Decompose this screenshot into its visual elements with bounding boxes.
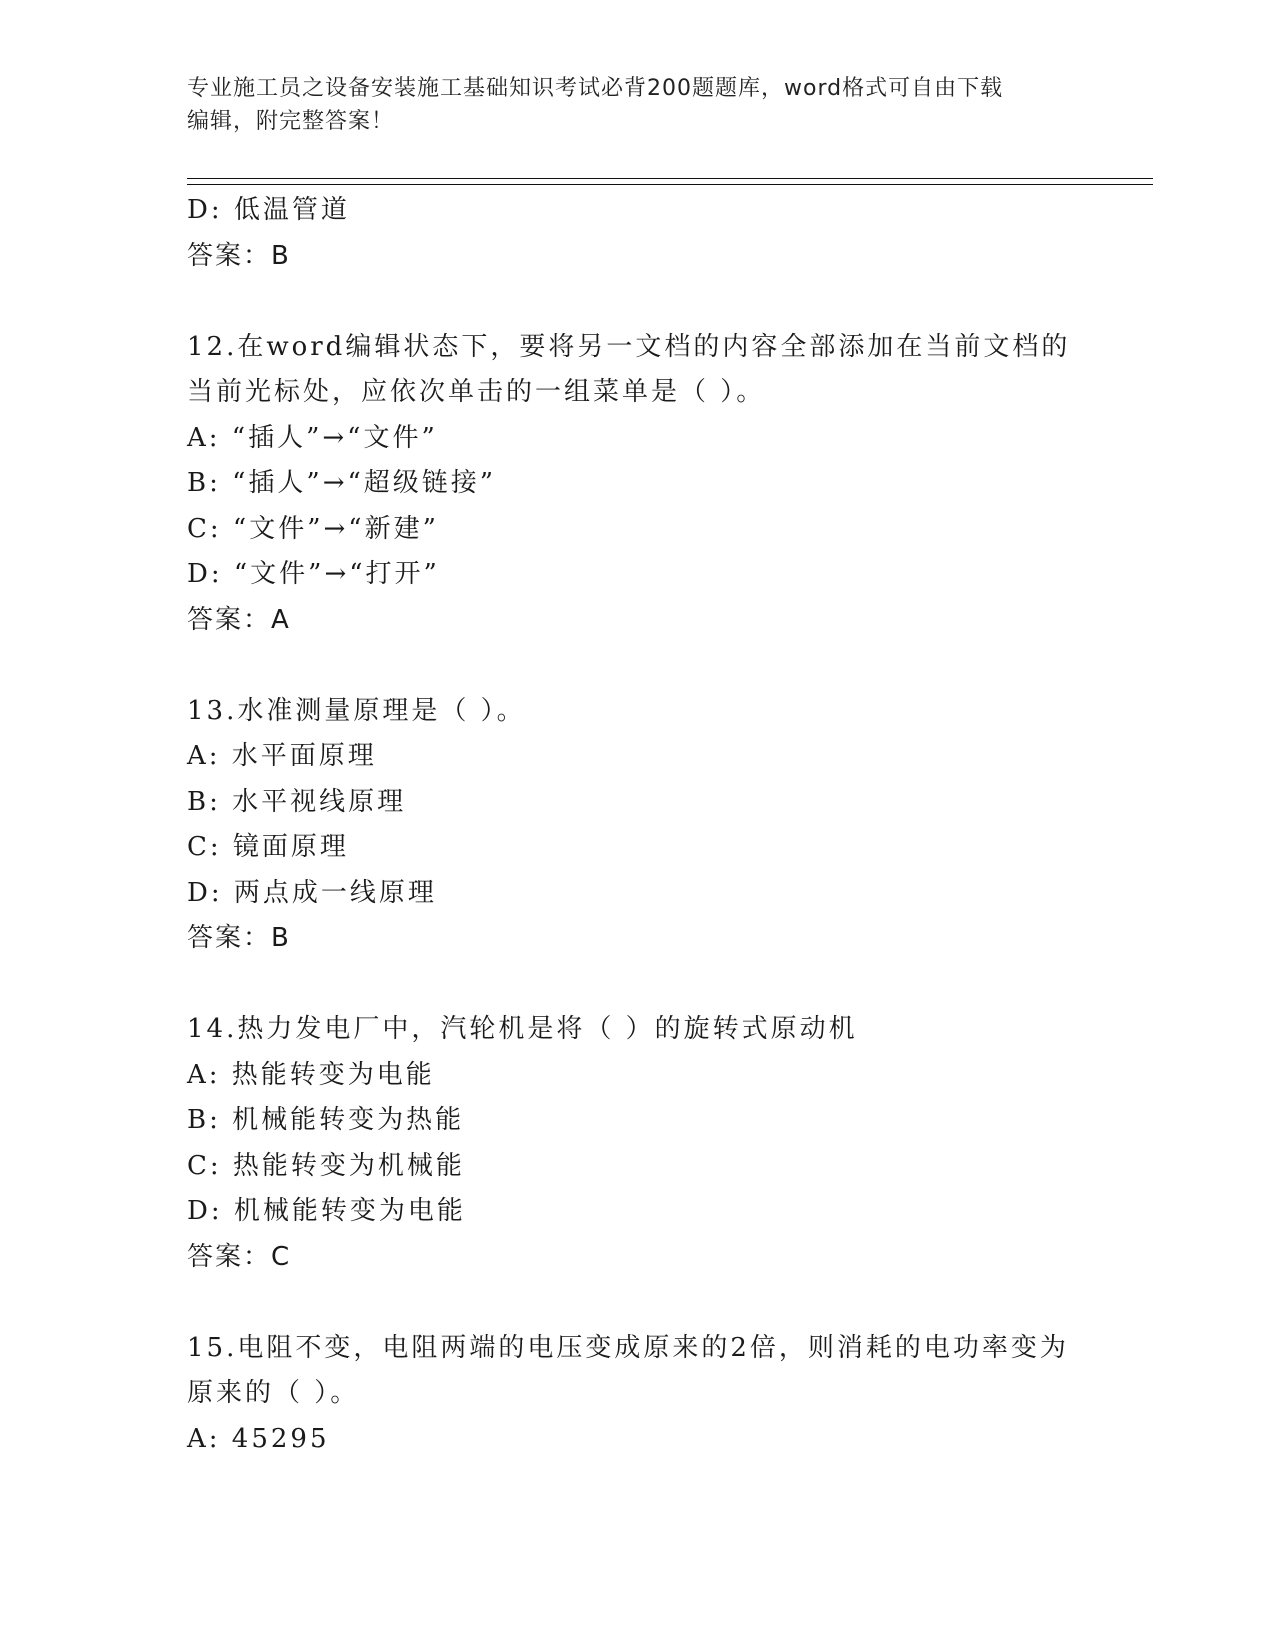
- header-title-line-2: 编辑，附完整答案！: [187, 109, 395, 134]
- spacer: [187, 962, 1127, 1008]
- page-header: [187, 72, 1067, 138]
- answer-line: 答案：B: [187, 923, 291, 953]
- option-c: C: 热能转变为机械能: [187, 1150, 465, 1181]
- question-stem: 13.水准测量原理是（ ）。: [187, 695, 526, 726]
- option-d: D: 机械能转变为电能: [187, 1196, 466, 1226]
- option-b: B: “插人”→“超级链接”: [187, 468, 497, 498]
- spacer: [187, 643, 1127, 689]
- option-d: D: 两点成一线原理: [187, 877, 437, 908]
- option-c: C: “文件”→“新建”: [187, 513, 439, 544]
- spacer: [187, 279, 1127, 325]
- option-b: B: 机械能转变为热能: [187, 1105, 465, 1135]
- answer-line: 答案：A: [187, 604, 291, 635]
- question-11-tail: [187, 188, 1127, 279]
- question-stem: 12.在word编辑状态下，要将另一文档的内容全部添加在当前文档的: [187, 331, 1071, 362]
- question-stem-continued: 原来的（ ）。: [187, 1378, 360, 1408]
- answer-line: 答案：C: [187, 1241, 292, 1272]
- option-a: A: 45295: [187, 1423, 330, 1454]
- option-a: A: “插人”→“文件”: [187, 422, 438, 453]
- option-a: A: 热能转变为电能: [187, 1059, 435, 1090]
- question-stem-continued: 当前光标处，应依次单击的一组菜单是（ ）。: [187, 377, 766, 407]
- document-body: [187, 188, 1127, 1462]
- question-14: [187, 1007, 1127, 1280]
- option-d: D: 低温管道: [187, 195, 350, 225]
- question-stem: 15.电阻不变，电阻两端的电压变成原来的2倍，则消耗的电功率变为: [187, 1332, 1069, 1363]
- question-13: [187, 689, 1127, 962]
- option-b: B: 水平视线原理: [187, 786, 407, 817]
- header-divider: [187, 178, 1153, 185]
- header-title-line-1: 专业施工员之设备安装施工基础知识考试必背200题题库，word格式可自由下载: [187, 76, 1004, 101]
- option-a: A: 水平面原理: [187, 741, 377, 771]
- option-c: C: 镜面原理: [187, 832, 349, 862]
- question-15: [187, 1326, 1127, 1463]
- answer-line: 答案：B: [187, 240, 291, 271]
- question-12: [187, 325, 1127, 644]
- option-d: D: “文件”→“打开”: [187, 559, 440, 589]
- spacer: [187, 1280, 1127, 1326]
- question-stem: 14.热力发电厂中，汽轮机是将（ ）的旋转式原动机: [187, 1014, 858, 1044]
